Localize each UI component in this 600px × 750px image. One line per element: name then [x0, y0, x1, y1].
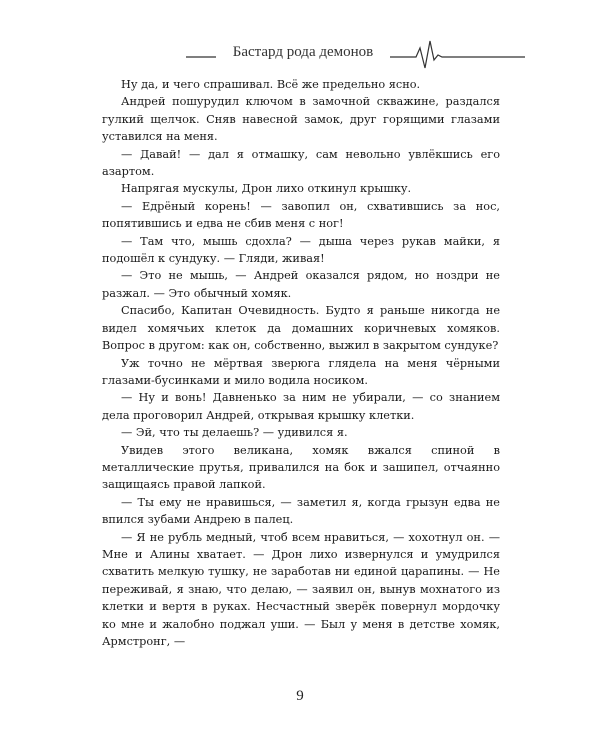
paragraph: — Я не рубль медный, чтоб всем нравиться, — хохотнул он. — Мне и Алины хватает. — Дрон лихо извернулся и умудрился схватить мелкую тушку, не заработав ни единой царапины. — Не переживай, я знаю, что делаю, — заявил он, вынув мохнатого из клетки и вертя в руках. Несчастный зверёк повернул мордочку ко мне и жалобно поджал уши. — Был у меня в детстве хомяк, Армстронг, — [102, 530, 500, 648]
paragraph: Спасибо, Капитан Очевидность. Будто я раньше никогда не видел хомячьих клеток да домашних коричневых хомяков. Вопрос в другом: как он, собственно, выжил в закрытом сундуке? [102, 304, 500, 353]
paragraph: Уж точно не мёртвая зверюга глядела на меня чёрными глазами-бусинками и мило водила носиком. [102, 356, 500, 387]
paragraph: — Едрёный корень! — завопил он, схватившись за нос, попятившись и едва не сбив меня с ног! [102, 199, 500, 231]
paragraph: Ну да, и чего спрашивал. Всё же предельно ясно. [121, 78, 421, 91]
paragraph: — Там что, мышь сдохла? — дыша через рукав майки, я подошёл к сундуку. — Гляди, живая! [102, 234, 500, 266]
paragraph: — Эй, что ты делаешь? — удивился я. [121, 426, 348, 440]
paragraph: — Ты ему не нравишься, — заметил я, когда грызун едва не впился зубами Андрею в палец. [102, 495, 500, 527]
paragraph: Андрей пошурудил ключом в замочной скважине, раздался гулкий щелчок. Сняв навесной замок, друг горящими глазами уставился на меня. [102, 95, 500, 144]
paragraph: — Ну и вонь! Давненько за ним не убирали, — со знанием дела проговорил Андрей, открывая крышку клетки. [102, 391, 500, 422]
paragraph: Напрягая мускулы, Дрон лихо откинул крышку. [121, 182, 412, 196]
paragraph: Увидев этого великана, хомяк вжался спиной в металлические прутья, привалился на бок и зашипел, отчаянно защищаясь правой лапкой. [102, 443, 500, 492]
page-number: 9 [296, 688, 304, 704]
paragraph: — Это не мышь, — Андрей оказался рядом, но ноздри не разжал. — Это обычный хомяк. [102, 269, 500, 300]
running-header-title: Бастард рода демонов [216, 44, 390, 61]
body-text [102, 76, 500, 650]
paragraph: — Давай! — дал я отмашку, сам невольно увлёкшись его азартом. [102, 147, 500, 179]
